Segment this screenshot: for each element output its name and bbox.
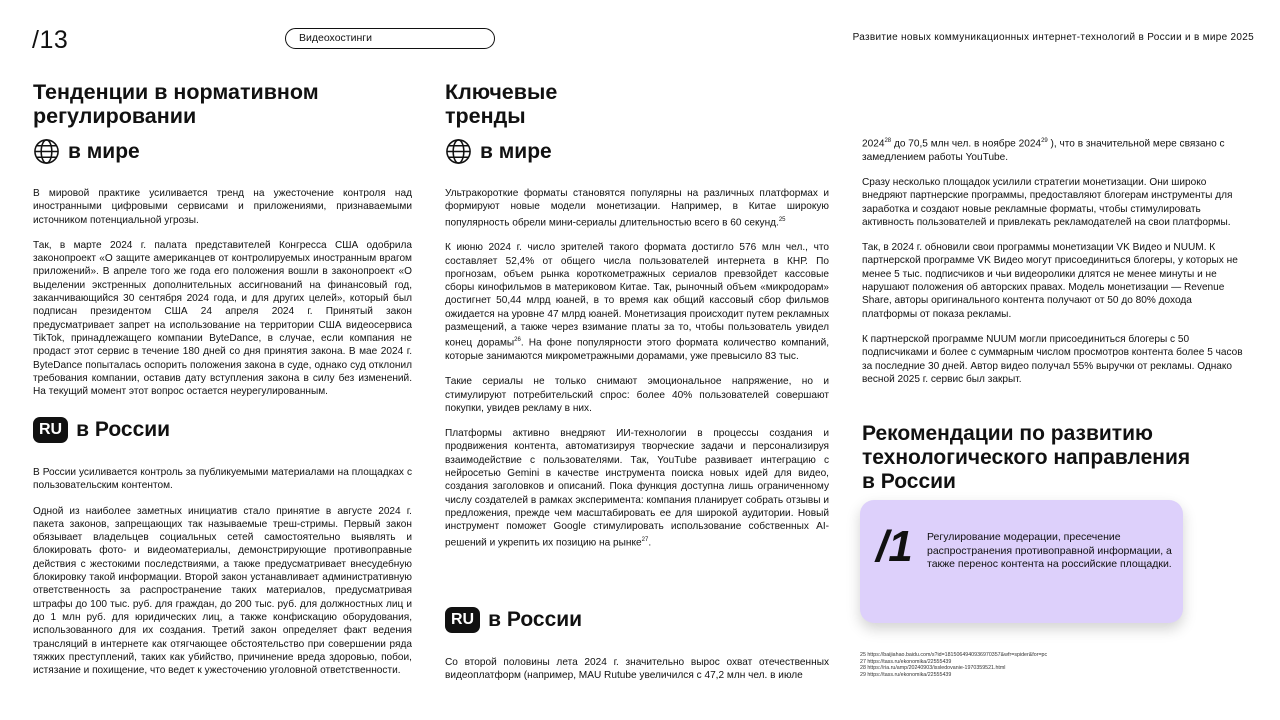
paragraph-text: . xyxy=(648,536,652,548)
rec-title-line1: Рекомендации по развитию xyxy=(862,422,1153,445)
paragraph: В мировой практике усиливается тренд на ужесточение контроля над иностранными цифровыми сервисами и приложениями, признаваемыми источником потенциальной угрозы. xyxy=(33,188,412,226)
footnote: 28 https://ria.ru/amp/20240903/issledovanie-1970359521.html xyxy=(860,665,1006,672)
footnote-ref: 28 xyxy=(884,138,892,144)
col2-world-heading xyxy=(445,138,552,165)
paragraph: В России усиливается контроль за публикуемыми материалами на площадках с пользовательским контентом. xyxy=(33,467,412,492)
paragraph xyxy=(445,427,829,549)
paragraph: Такие сериалы не только снимают эмоциональное напряжение, но и стимулируют потребительский спрос: более 40% пользователей совершают покупки, увидев рекламу в них. xyxy=(445,376,829,414)
globe-icon xyxy=(445,138,472,165)
recommendations-title xyxy=(862,422,1262,494)
paragraph-text: . На фоне популярности этого формата количество компаний, которые занимаются микрометражными дорамами, уже превысило 83 тыс. xyxy=(445,337,830,362)
footnote-ref: 26 xyxy=(514,337,521,344)
recommendation-text: Регулирование модерации, пресечение распространения противоправной информации, а также перенос контента на российские площадки. xyxy=(927,531,1172,570)
paragraph xyxy=(445,187,829,229)
recommendation-number: /1 xyxy=(876,522,913,571)
footnote-ref: 29 xyxy=(1041,138,1048,144)
col2-title-block xyxy=(445,80,825,128)
section-pill: Видеохостинги xyxy=(285,28,495,49)
paragraph xyxy=(862,135,1247,164)
ru-badge-icon: RU xyxy=(445,607,480,633)
col1-russia-heading xyxy=(33,417,170,443)
paragraph: Одной из наиболее заметных инициатив стало принятие в августе 2024 г. пакета законов, запрещающих так называемые треш-стримы. Первый закон обязывает владельцев социальных сетей самостоятельно выявлять и блокировать фото- и видеоматериалы, демонстрирующие противоправные действия с жестокими последствиями, а также предусматривает внесудебную блокировку такой информации. Второй закон устанавливает административную ответственность за распространение таких материалов, предусматривая штрафы до 100 тыс. руб. для граждан, до 200 тыс. руб. для должностных лиц и до 1 млн руб. для юридических лиц, а также конфискацию оборудования, использованного для их создания. Третий закон определяет факт ведения трансляций в интернете как отягчающее обстоятельство при совершении ряда тяжких преступлений, таких как убийство, причинение вреда здоровью, побои, истязание и похищение, что ведет к ужесточению уголовной ответственности. xyxy=(33,505,412,677)
footnote-ref: 25 xyxy=(778,216,786,223)
paragraph-text: К июню 2024 г. число зрителей такого формата достигло 576 млн чел., что составляет 52,4% от общего числа пользователей интернета в КНР. По прогнозам, объем рынка короткометражных сериалов превзойдет кассовые сборы кинофильмов в материковом Китае. Так, рыночный объем «микродорам» достигнет 50,44 млрд юаней, в то время как общий кассовый сбор фильмов ожидается на уровне 47 млрд юаней. Монетизация происходит путем рекламных размещений, а также через взимание платы за то, чтобы пользователь увидел конец дорамы xyxy=(445,242,829,349)
col1-title xyxy=(33,80,413,128)
document-title: Развитие новых коммуникационных интернет-технологий в России и в мире 2025 xyxy=(852,32,1254,43)
paragraph-text: Платформы активно внедряют ИИ-технологии в процессы создания и продвижения контента, автоматизируя творческие задачи и персонализируя взаимодействие с пользователями. Так, YouTube развивает интеграцию с нейросетью Gemini в качестве инструмента поиска новых идей для видео, создания заголовков и описаний. Пока функция доступна лишь ограниченному числу создателей в рамках эксперимента: компания планирует собрать отзывы и предложения, прежде чем масштабировать ее для широкой аудитории. Новый инструмент поможет Google стимулировать использование собственных AI-решений и укрепить их позицию на рынке xyxy=(445,428,829,548)
footnote: 29 https://tass.ru/ekonomika/22555439 xyxy=(860,671,952,678)
paragraph: Так, в марте 2024 г. палата представителей Конгресса США одобрила законопроект «О защите американцев от контролируемых иностранным врагом приложений». В апреле того же года его положения вошли в законопроект «О выделении экстренных дополнительных ассигнований на финансовый год, заканчивающийся 30 сентября 2024 года, и для других целей», который был подписан президентом США 24 апреля 2024 г. Принятый закон предусматривает запрет на использование на территории США видеосервиса TikTok, принадлежащего компании ByteDance, в случае, если компания не продаст этот сервис в течение 180 дней со дня принятия закона. В мае 2024 г. ByteDance попыталась оспорить положения закона в суде, однако суд отклонил требования компании, оставив дату вступления закона в силу без изменений. На текущий момент этот вопрос остается неурегулированным. xyxy=(33,239,412,398)
col1-title-line1: Тенденции в нормативном xyxy=(33,80,319,104)
footnote: 27 https://tass.ru/ekonomika/22555439 xyxy=(860,658,952,665)
ru-badge-icon: RU xyxy=(33,417,68,443)
globe-icon xyxy=(33,138,60,165)
rec-title-line3: в России xyxy=(862,470,956,493)
page-number: /13 xyxy=(32,26,69,54)
paragraph-text: ), что в значительной мере связано с замедлением работы YouTube. xyxy=(862,138,1225,163)
col1-title-block xyxy=(33,80,413,128)
recommendations-title-block xyxy=(862,422,1262,494)
col1-world-heading xyxy=(33,138,140,165)
col2-title-line2: тренды xyxy=(445,104,526,128)
paragraph xyxy=(445,241,829,363)
footnote: 25 https://baijiahao.baidu.com/s?id=1815064940936970357&wfr=spider&for=pc xyxy=(860,652,1048,658)
paragraph-text: до 70,5 млн чел. в ноябре 2024 xyxy=(891,138,1042,150)
col2-world-label: в мире xyxy=(480,139,552,163)
paragraph: Сразу несколько площадок усилили стратегии монетизации. Они широко внедряют партнерские программы, предоставляют блогерам инструменты для заработка и создают новые рекламные форматы, чтобы стимулировать активность пользователей и привлекать рекламодателей на свои платформы. xyxy=(862,176,1233,228)
footnote-ref: 27 xyxy=(641,536,649,543)
col2-title xyxy=(445,80,825,128)
paragraph-text: Ультракороткие форматы становятся популярны на различных платформах и формируют новые модели монетизации. Например, в Китае широкую популярность обрели мини-сериалы длительностью всего в 60 секунд. xyxy=(445,188,829,228)
rec-title-line2: технологического направления xyxy=(862,446,1191,469)
col3-body xyxy=(862,135,1247,398)
col1-world-label: в мире xyxy=(68,139,140,163)
col1-world-body xyxy=(33,187,412,410)
col2-world-body xyxy=(445,187,829,561)
paragraph: Так, в 2024 г. обновили свои программы монетизации VK Видео и NUUM. К партнерской программе VK Видео могут присоединиться блогеры, у которых не менее 5 тыс. подписчиков и чьи видеоролики длятся не менее минуты и не нарушают положения об авторских правах. Модель монетизации — Revenue Share, авторы оригинального контента получают от 50 до 80% дохода платформы от показа рекламы. xyxy=(862,242,1238,320)
col2-russia-heading xyxy=(445,607,582,633)
col2-russia-body xyxy=(445,656,829,695)
paragraph: Со второй половины лета 2024 г. значительно вырос охват отечественных видеоплатформ (например, MAU Rutube увеличился с 47,2 млн чел. в июле xyxy=(445,657,829,682)
col1-title-line2: регулировании xyxy=(33,104,197,128)
col1-russia-label: в России xyxy=(76,418,171,441)
col2-title-line1: Ключевые xyxy=(445,80,558,104)
col1-russia-body xyxy=(33,466,412,689)
paragraph: К партнерской программе NUUM могли присоединиться блогеры с 50 подписчиками и более с суммарным числом просмотров контента более 5 часов за последние 30 дней. Автор видео получал 55% выручки от рекламы. Однако весной 2025 г. сервис был закрыт. xyxy=(862,333,1243,385)
col2-russia-label: в России xyxy=(488,608,583,631)
footnotes xyxy=(860,652,1160,678)
paragraph-text: 2024 xyxy=(862,138,885,150)
